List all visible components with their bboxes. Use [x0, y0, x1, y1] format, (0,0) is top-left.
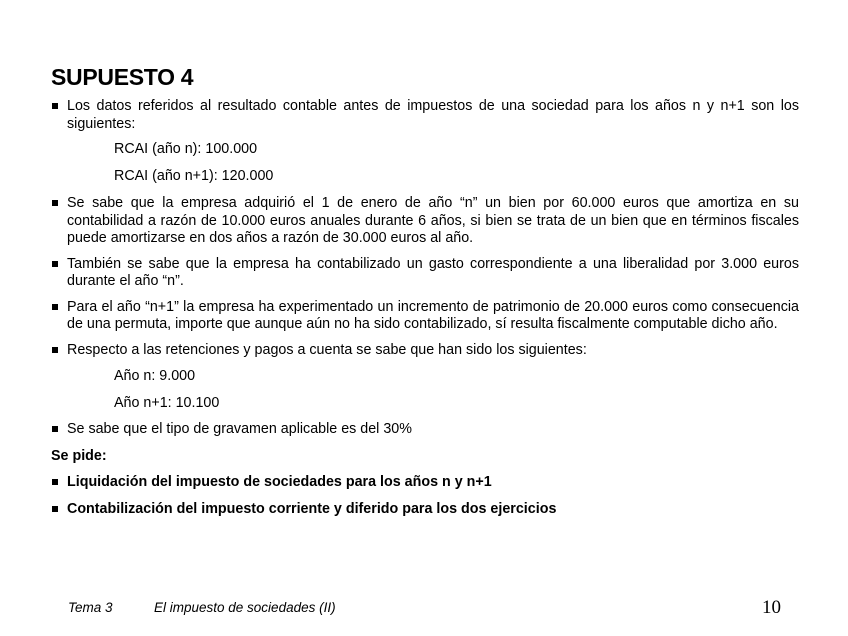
footer-topic: Tema 3 [68, 600, 113, 615]
bullet-text: Para el año “n+1” la empresa ha experimentado un incremento de patrimonio de 20.000 euros como consecuencia de una permuta, importe que aunque aún no ha sido contabilizado, sí resulta fiscalmente computable dicho año. [67, 298, 799, 332]
square-bullet-icon [52, 261, 58, 267]
square-bullet-icon [52, 304, 58, 310]
retention-year-n1: Año n+1: 10.100 [114, 394, 220, 411]
footer [68, 600, 336, 615]
square-bullet-icon [52, 506, 58, 512]
square-bullet-icon [52, 347, 58, 353]
slide-title: SUPUESTO 4 [51, 64, 194, 90]
square-bullet-icon [52, 103, 58, 109]
square-bullet-icon [52, 479, 58, 485]
se-pide-heading: Se pide: [51, 447, 107, 464]
bullet-item [51, 421, 799, 439]
retention-year-n: Año n: 9.000 [114, 368, 196, 384]
task-text: Contabilización del impuesto corriente y diferido para los dos ejercicios [67, 500, 557, 517]
footer-subtitle: El impuesto de sociedades (II) [154, 600, 336, 615]
bullet-item [51, 195, 799, 248]
rcai-year-n1: RCAI (año n+1): 120.000 [114, 167, 274, 184]
bullet-item [51, 299, 799, 334]
rcai-year-n: RCAI (año n): 100.000 [114, 141, 258, 157]
square-bullet-icon [52, 200, 58, 206]
bullet-item [51, 256, 799, 291]
task-item [51, 501, 799, 519]
bullet-item [51, 342, 799, 360]
bullet-text: Se sabe que el tipo de gravamen aplicable es del 30% [67, 421, 412, 437]
bullet-text: Se sabe que la empresa adquirió el 1 de enero de año “n” un bien por 60.000 euros que amortiza en su contabilidad a razón de 10.000 euros anuales durante 6 años, si bien se trata de un bien que en términos fiscales puede amortizarse en dos años a razón de 30.000 euros al año. [67, 195, 799, 246]
bullet-item [51, 98, 799, 133]
bullet-text: Los datos referidos al resultado contable antes de impuestos de una sociedad para los años n y n+1 son los siguientes: [67, 98, 799, 132]
slide-content [51, 98, 799, 518]
square-bullet-icon [52, 426, 58, 432]
bullet-text: También se sabe que la empresa ha contabilizado un gasto correspondiente a una liberalidad por 3.000 euros durante el año “n”. [67, 255, 799, 289]
task-text: Liquidación del impuesto de sociedades para los años n y n+1 [67, 474, 492, 490]
task-item [51, 474, 799, 492]
page-number: 10 [762, 597, 781, 618]
bullet-text: Respecto a las retenciones y pagos a cuenta se sabe que han sido los siguientes: [67, 341, 587, 358]
